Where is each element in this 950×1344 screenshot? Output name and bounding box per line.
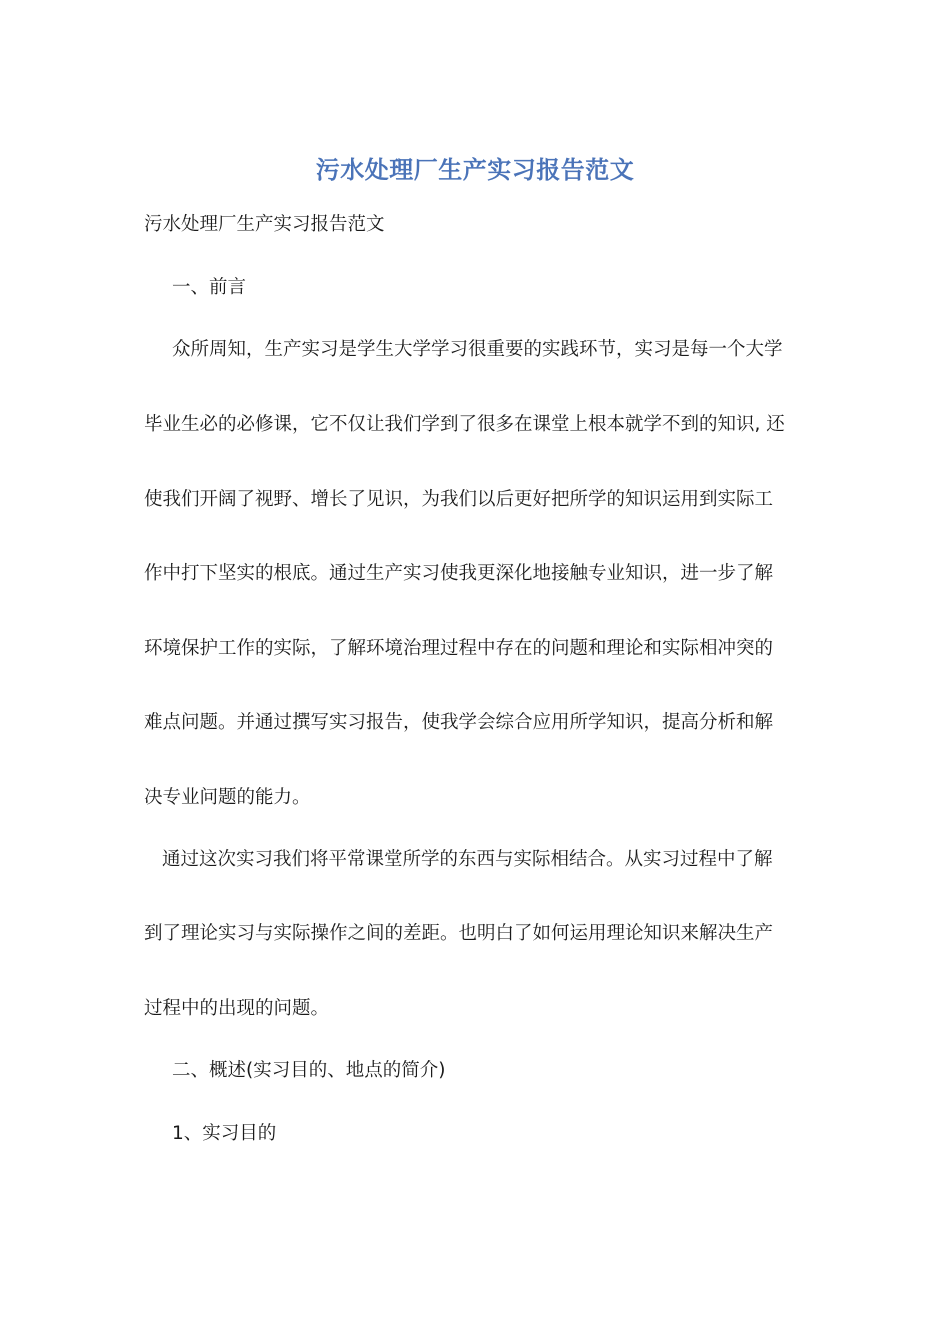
- paragraph-line: 作中打下坚实的根底。通过生产实习使我更深化地接触专业知识，进一步了解: [144, 563, 774, 584]
- paragraph-line: 毕业生必的必修课，它不仅让我们学到了很多在课堂上根本就学不到的知识, 还: [144, 414, 785, 435]
- paragraph-line: 通过这次实习我们将平常课堂所学的东西与实际相结合。从实习过程中了解: [162, 849, 773, 870]
- paragraph-line: 环境保护工作的实际，了解环境治理过程中存在的问题和理论和实际相冲突的: [144, 638, 774, 659]
- section-heading-preface: 一、前言: [172, 277, 247, 298]
- document-title: 污水处理厂生产实习报告范文: [315, 155, 635, 184]
- paragraph-line: 难点问题。并通过撰写实习报告，使我学会综合应用所学知识，提高分析和解: [144, 712, 774, 733]
- document-subtitle: 污水处理厂生产实习报告范文: [144, 214, 385, 235]
- paragraph-line: 到了理论实习与实际操作之间的差距。也明白了如何运用理论知识来解决生产: [144, 923, 774, 944]
- section-heading-overview: 二、概述(实习目的、地点的简介): [172, 1060, 446, 1081]
- paragraph-line: 决专业问题的能力。: [144, 787, 311, 808]
- subsection-heading-purpose: 1、实习目的: [172, 1123, 277, 1144]
- paragraph-line: 众所周知，生产实习是学生大学学习很重要的实践环节，实习是每一个大学: [172, 339, 783, 360]
- paragraph-line: 使我们开阔了视野、增长了见识，为我们以后更好把所学的知识运用到实际工: [144, 489, 774, 510]
- paragraph-line: 过程中的出现的问题。: [144, 998, 330, 1019]
